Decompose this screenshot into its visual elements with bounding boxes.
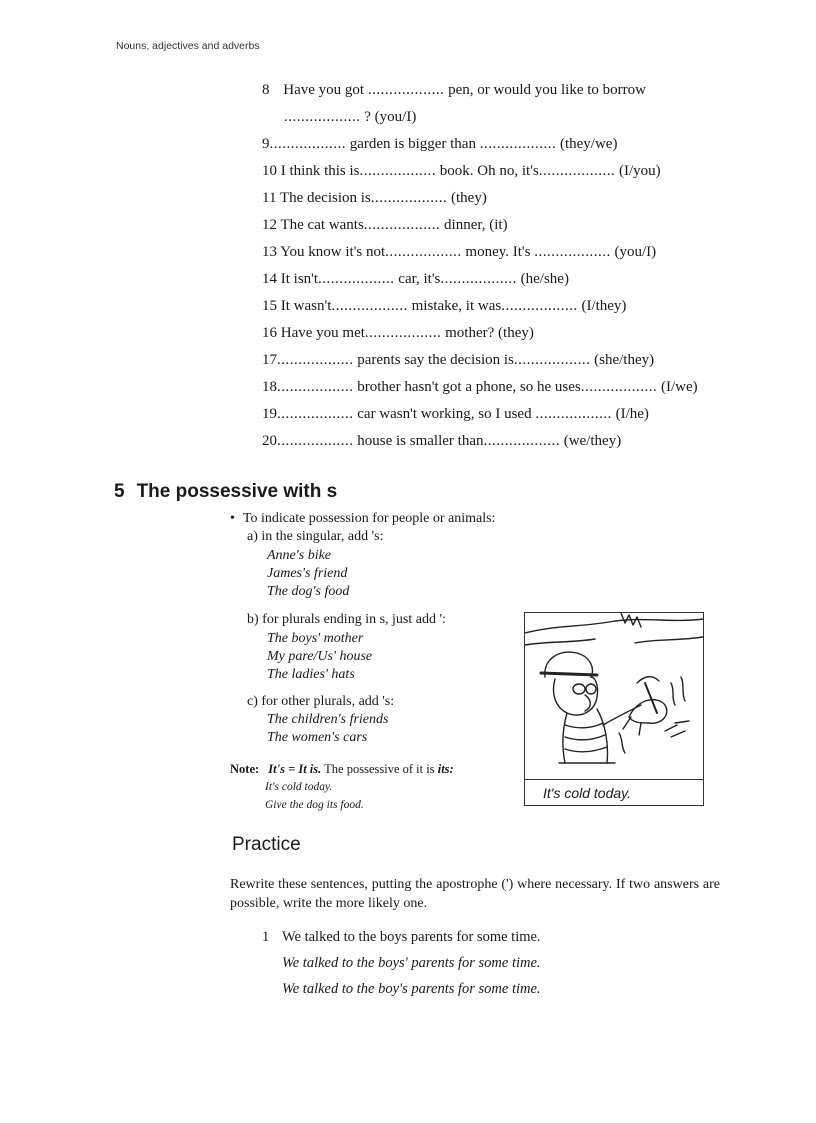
item-text: Have you got bbox=[283, 82, 365, 98]
answer-blank[interactable]: .................. bbox=[277, 406, 354, 422]
note-text: The possessive of it is bbox=[324, 762, 435, 776]
item-text: garden is bigger than bbox=[349, 136, 476, 152]
exercise-item bbox=[262, 269, 792, 296]
rule-example: The boys' mother bbox=[267, 630, 364, 646]
exercise-item bbox=[262, 296, 792, 323]
exercise-item bbox=[262, 323, 792, 350]
rule-label: c) for other plurals, add 's: bbox=[247, 693, 395, 709]
item-text: I think this is bbox=[280, 163, 360, 179]
item-hint: (I/they) bbox=[581, 298, 627, 314]
bullet-icon: • bbox=[230, 511, 235, 526]
item-hint: (they/we) bbox=[559, 136, 618, 152]
answer-blank[interactable]: .................. bbox=[318, 271, 395, 287]
answer-blank[interactable]: .................. bbox=[277, 352, 354, 368]
rule-intro bbox=[230, 510, 530, 528]
answer-blank[interactable]: .................. bbox=[284, 109, 361, 125]
note-bold: It's = It is. bbox=[268, 762, 322, 776]
exercise-item bbox=[262, 134, 792, 161]
answer-blank[interactable]: .................. bbox=[277, 379, 354, 395]
item-number: 1 bbox=[262, 929, 270, 945]
item-number: 9 bbox=[262, 136, 270, 152]
practice-answer: We talked to the boy's parents for some time. bbox=[282, 981, 541, 997]
item-text: car wasn't working, so I used bbox=[357, 406, 532, 422]
item-text: car, it's bbox=[398, 271, 441, 287]
answer-blank[interactable]: .................. bbox=[534, 244, 611, 260]
item-text: money. It's bbox=[465, 244, 531, 260]
item-text: Have you met bbox=[280, 325, 365, 341]
exercise-item-continued bbox=[262, 107, 792, 134]
answer-blank[interactable]: .................. bbox=[364, 325, 442, 341]
rule-intro-text: To indicate possession for people or animals: bbox=[242, 511, 496, 526]
practice-question-line bbox=[262, 928, 541, 954]
item-text: brother hasn't got a phone, so he uses bbox=[357, 379, 581, 395]
exercise-list bbox=[262, 80, 792, 458]
practice-answer: We talked to the boys' parents for some time. bbox=[282, 955, 541, 971]
note-its: its: bbox=[437, 762, 454, 776]
item-text: ? (you/I) bbox=[364, 109, 417, 125]
item-text: parents say the decision is bbox=[357, 352, 514, 368]
answer-blank[interactable]: .................. bbox=[277, 433, 354, 449]
item-text: mother? (they) bbox=[445, 325, 534, 341]
exercise-item bbox=[262, 431, 792, 458]
item-hint: (they) bbox=[451, 190, 487, 206]
item-text: pen, or would you like to borrow bbox=[448, 82, 646, 98]
rule-label: a) in the singular, add 's: bbox=[247, 529, 384, 545]
item-number: 13 bbox=[262, 244, 277, 260]
rule-example: The ladies' hats bbox=[267, 667, 355, 683]
rule-example: Anne's bike bbox=[267, 547, 332, 563]
grammar-note bbox=[230, 760, 454, 814]
section-title: The possessive with s bbox=[136, 481, 338, 502]
item-hint: (I/you) bbox=[618, 163, 661, 179]
answer-blank[interactable]: .................. bbox=[385, 244, 462, 260]
item-text: book. Oh no, it's bbox=[439, 163, 539, 179]
item-hint: (he/she) bbox=[520, 271, 569, 287]
answer-blank[interactable]: .................. bbox=[501, 298, 578, 314]
rule-b bbox=[247, 611, 530, 684]
item-number: 18 bbox=[262, 379, 277, 395]
rule-example: The children's friends bbox=[267, 711, 389, 727]
exercise-item bbox=[262, 404, 792, 431]
item-hint: (I/he) bbox=[615, 406, 649, 422]
rule-a bbox=[247, 528, 530, 601]
answer-blank[interactable]: .................. bbox=[483, 433, 560, 449]
item-hint: (we/they) bbox=[563, 433, 622, 449]
answer-blank[interactable]: .................. bbox=[440, 271, 517, 287]
exercise-item bbox=[262, 188, 792, 215]
practice-item bbox=[262, 928, 541, 1006]
answer-blank[interactable]: .................. bbox=[363, 217, 441, 233]
exercise-item bbox=[262, 80, 792, 107]
practice-heading: Practice bbox=[232, 834, 301, 855]
item-number: 19 bbox=[262, 406, 277, 422]
rule-example: My pare/Us' house bbox=[267, 649, 373, 665]
exercise-item bbox=[262, 350, 792, 377]
rule-example: The women's cars bbox=[267, 730, 368, 746]
note-example: It's cold today. bbox=[265, 781, 333, 793]
item-text: dinner, (it) bbox=[444, 217, 508, 233]
answer-blank[interactable]: .................. bbox=[269, 136, 346, 152]
item-number: 17 bbox=[262, 352, 277, 368]
answer-blank[interactable]: .................. bbox=[370, 190, 448, 206]
answer-blank[interactable]: .................. bbox=[331, 298, 408, 314]
item-number: 11 bbox=[262, 190, 277, 206]
item-hint: (you/I) bbox=[614, 244, 657, 260]
answer-blank[interactable]: .................. bbox=[367, 82, 445, 98]
item-number: 10 bbox=[262, 163, 277, 179]
cartoon-caption: It's cold today. bbox=[525, 779, 703, 805]
answer-blank[interactable]: .................. bbox=[479, 136, 557, 152]
item-text: mistake, it was bbox=[411, 298, 502, 314]
answer-blank[interactable]: .................. bbox=[359, 163, 437, 179]
item-number: 8 bbox=[262, 82, 270, 98]
practice-question: We talked to the boys parents for some time. bbox=[282, 929, 541, 945]
item-hint: (she/they) bbox=[594, 352, 655, 368]
exercise-item bbox=[262, 242, 792, 269]
item-text: You know it's not bbox=[280, 244, 386, 260]
item-number: 14 bbox=[262, 271, 277, 287]
answer-blank[interactable]: .................. bbox=[535, 406, 612, 422]
exercise-item bbox=[262, 377, 792, 404]
section-heading bbox=[114, 481, 337, 503]
answer-blank[interactable]: .................. bbox=[580, 379, 658, 395]
answer-blank[interactable]: .................. bbox=[513, 352, 591, 368]
grammar-rules bbox=[230, 510, 530, 748]
item-hint: (I/we) bbox=[661, 379, 698, 395]
exercise-item bbox=[262, 161, 792, 188]
answer-blank[interactable]: .................. bbox=[538, 163, 616, 179]
rule-example: The dog's food bbox=[267, 584, 350, 600]
item-number: 20 bbox=[262, 433, 277, 449]
cartoon-illustration bbox=[524, 612, 704, 806]
exercise-item bbox=[262, 215, 792, 242]
cartoon-drawing bbox=[525, 613, 703, 779]
item-text: It isn't bbox=[280, 271, 319, 287]
item-text: house is smaller than bbox=[357, 433, 484, 449]
item-number: 16 bbox=[262, 325, 277, 341]
item-number: 15 bbox=[262, 298, 277, 314]
rule-label: b) for plurals ending in s, just add ': bbox=[247, 612, 446, 628]
item-number: 12 bbox=[262, 217, 277, 233]
section-number: 5 bbox=[114, 481, 125, 502]
running-header: Nouns, adjectives and adverbs bbox=[116, 40, 260, 52]
note-example: Give the dog its food. bbox=[265, 799, 364, 811]
practice-instructions: Rewrite these sentences, putting the apostrophe (') where necessary. If two answers are possible, write the more likely one. bbox=[230, 877, 720, 911]
note-label: Note: bbox=[230, 762, 260, 776]
item-text: It wasn't bbox=[280, 298, 332, 314]
item-text: The decision is bbox=[279, 190, 371, 206]
rule-c bbox=[247, 693, 530, 748]
rule-example: James's friend bbox=[267, 565, 348, 581]
item-text: The cat wants bbox=[280, 217, 364, 233]
